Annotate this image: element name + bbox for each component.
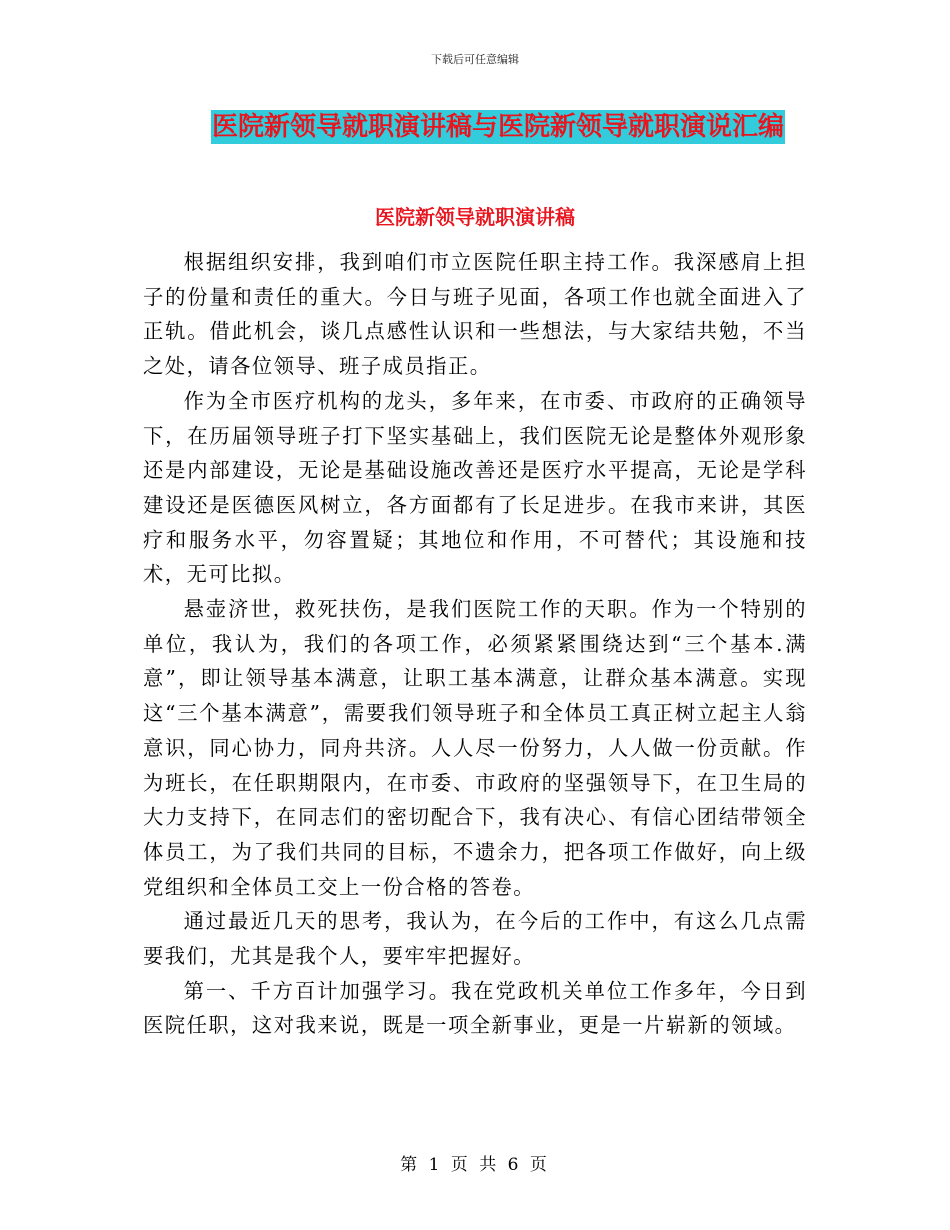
paragraph: 作为全市医疗机构的龙头，多年来，在市委、市政府的正确领导下，在历届领导班子打下坚实基础上，我们医院无论是整体外观形象还是内部建设，无论是基础设施改善还是医疗水平提高，无论是学科建设还是医德医风树立，各方面都有了长足进步。在我市来讲，其医疗和服务水平，勿容置疑；其地位和作用，不可替代；其设施和技术，无可比拟。 [143, 388, 807, 587]
main-title: 医院新领导就职演讲稿与医院新领导就职演说汇编 [211, 112, 784, 142]
paragraph: 通过最近几天的思考，我认为，在今后的工作中，有这么几点需要我们，尤其是我个人，要牢牢把握好。 [143, 909, 807, 969]
section-title: 医院新领导就职演讲稿 [375, 205, 575, 229]
paragraph: 根据组织安排，我到咱们市立医院任职主持工作。我深感肩上担子的份量和责任的重大。今日与班子见面，各项工作也就全面进入了正轨。借此机会，谈几点感性认识和一些想法，与大家结共勉，不当之处，请各位领导、班子成员指正。 [143, 250, 807, 379]
paragraph: 第一、千方百计加强学习。我在党政机关单位工作多年，今日到医院任职，这对我来说，既是一项全新事业，更是一片崭新的领域。 [143, 978, 807, 1038]
paragraph: 悬壶济世，救死扶伤，是我们医院工作的天职。作为一个特别的单位，我认为，我们的各项工作，必须紧紧围绕达到“三个基本.满意”，即让领导基本满意，让职工基本满意，让群众基本满意。实现这“三个基本满意”，需要我们领导班子和全体员工真正树立起主人翁意识，同心协力，同舟共济。人人尽一份努力，人人做一份贡献。作为班长，在任职期限内，在市委、市政府的坚强领导下，在卫生局的大力支持下，在同志们的密切配合下，我有决心、有信心团结带领全体员工，为了我们共同的目标，不遗余力，把各项工作做好，向上级党组织和全体员工交上一份合格的答卷。 [143, 597, 807, 899]
main-title-container [0, 110, 950, 144]
document-body [143, 245, 807, 1043]
header-note: 下载后可任意编辑 [431, 53, 519, 66]
page-number-footer: 第 1 页 共 6 页 [400, 1155, 550, 1175]
